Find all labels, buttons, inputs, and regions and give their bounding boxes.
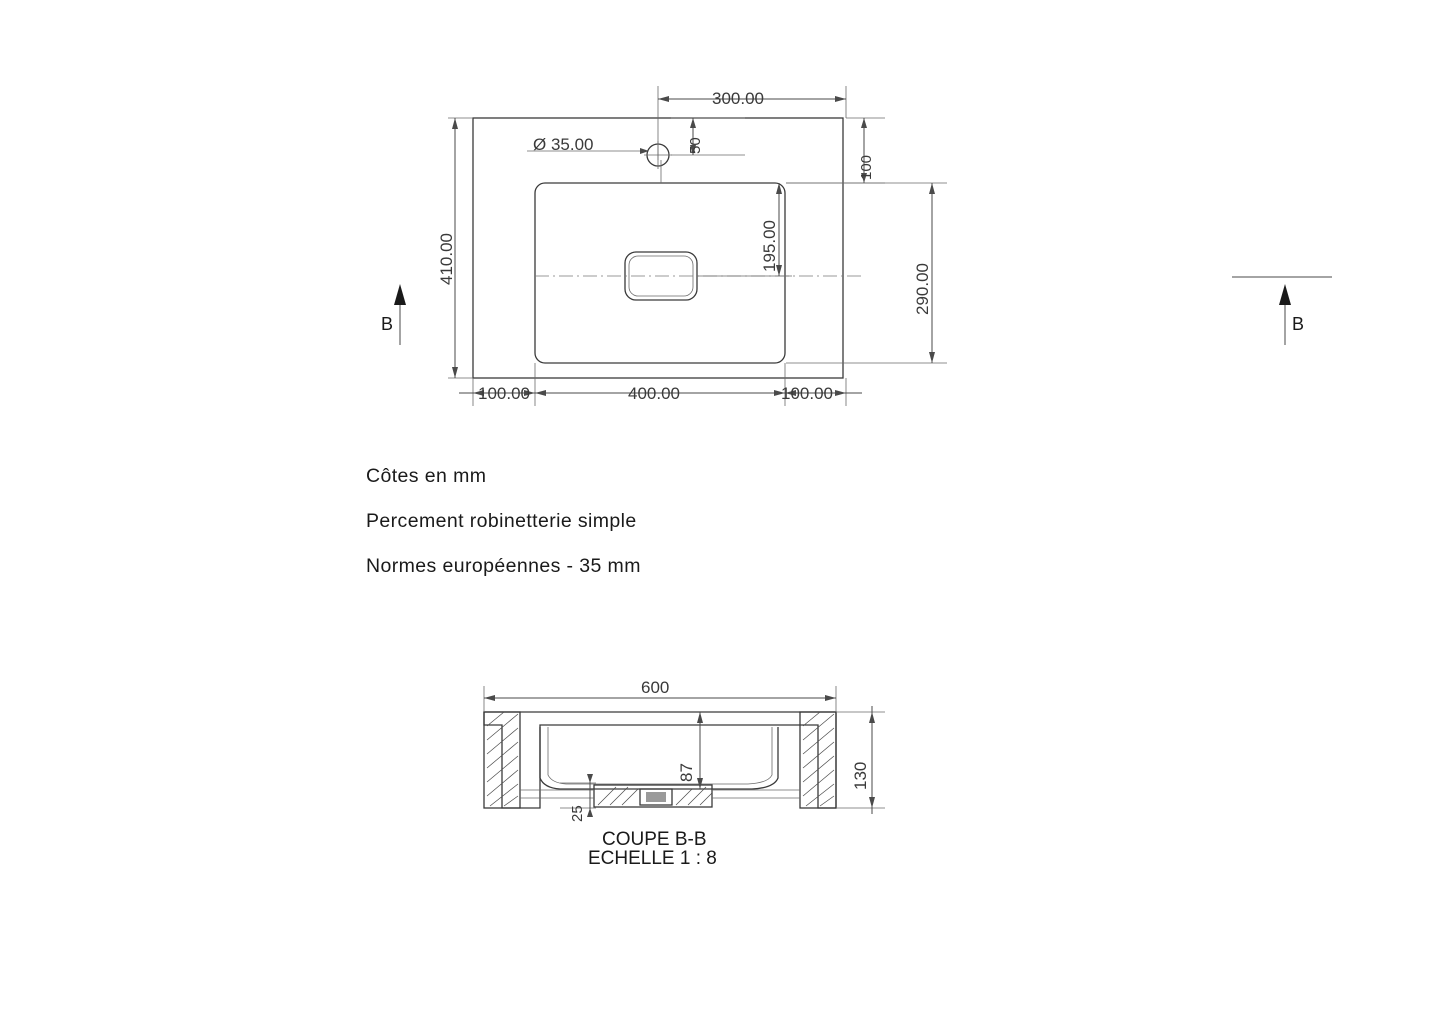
dim-300-label: 300.00	[712, 89, 764, 108]
section-caption-line2: ECHELLE 1 : 8	[588, 848, 717, 869]
dim-arrow-410-top	[452, 118, 458, 129]
section-arrow-right	[1279, 284, 1291, 305]
dim-87-label: 87	[677, 763, 696, 782]
dim-arrow-50-top	[690, 118, 696, 128]
dim-50-label: 50	[687, 137, 704, 154]
section-caption-line1: COUPE B-B	[602, 829, 707, 850]
dim-arrow-300-right	[835, 96, 846, 102]
section-view-group	[484, 678, 885, 869]
dim-100-left-label: 100.00	[478, 384, 530, 403]
dim-arrow-100right-b	[835, 390, 846, 396]
section-basin-inner-profile	[548, 727, 772, 784]
dim-arrow-290-bottom	[929, 352, 935, 363]
section-mark-b-left	[381, 284, 406, 345]
section-basin-profile	[540, 727, 778, 789]
dim-100-top-label: 100	[858, 154, 875, 180]
dim-arrow-400-a	[535, 390, 546, 396]
dim-290-label: 290.00	[913, 263, 932, 315]
dim-arrow-87-top	[697, 712, 703, 723]
dim-arrow-25-bottom	[587, 808, 593, 817]
diameter-label: Ø 35.00	[533, 135, 594, 154]
dim-130-label: 130	[851, 761, 870, 790]
dim-arrow-100top-a	[861, 118, 867, 128]
dim-arrow-25-top	[587, 774, 593, 783]
dim-arrow-130-bottom	[869, 797, 875, 808]
section-label-b-left: B	[381, 314, 394, 334]
dim-arrow-300-left	[658, 96, 669, 102]
dim-arrow-600-left	[484, 695, 495, 701]
section-label-b-right: B	[1292, 314, 1305, 334]
note-line-3: Normes européennes - 35 mm	[366, 555, 641, 577]
note-line-1: Côtes en mm	[366, 465, 487, 487]
dim-400-label: 400.00	[628, 384, 680, 403]
dim-arrow-290-top	[929, 183, 935, 194]
dim-410-label: 410.00	[437, 233, 456, 285]
dim-25-label: 25	[569, 805, 586, 822]
dim-arrow-87-bottom	[697, 778, 703, 789]
note-line-2: Percement robinetterie simple	[366, 510, 637, 532]
basin-recess-outline	[535, 183, 785, 363]
section-mark-b-right	[1232, 277, 1332, 345]
dim-arrow-410-bottom	[452, 367, 458, 378]
notes-block	[366, 465, 966, 600]
dim-100-right-label: 100.00	[781, 384, 833, 403]
dim-arrow-600-right	[825, 695, 836, 701]
dim-195-label: 195.00	[760, 220, 779, 272]
top-view-group	[381, 86, 1332, 406]
dim-600-label: 600	[641, 678, 670, 697]
section-drain-fill	[646, 792, 666, 802]
section-arrow-left	[394, 284, 406, 305]
dim-arrow-130-top	[869, 712, 875, 723]
